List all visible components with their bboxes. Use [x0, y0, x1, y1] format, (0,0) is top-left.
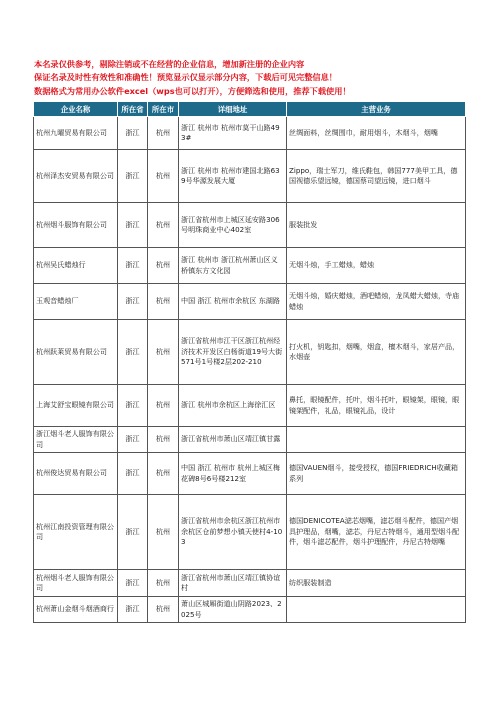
- company-name-cell: 玉观音蜡烛厂: [34, 284, 118, 320]
- province-cell: 浙江: [118, 427, 148, 453]
- city-cell: 杭州: [148, 203, 179, 248]
- business-cell: [287, 597, 466, 623]
- table-row: [34, 203, 466, 248]
- city-cell: 杭州: [148, 495, 179, 570]
- province-cell: 浙江: [118, 284, 148, 320]
- province-cell: 浙江: [118, 597, 148, 623]
- city-cell: 杭州: [148, 284, 179, 320]
- notice-line: 数据格式为常用办公软件excel（wps也可以打开），方便筛选和使用，推荐下载使用！: [34, 85, 351, 96]
- city-cell: 杭州: [148, 117, 179, 150]
- city-cell: 杭州: [148, 320, 179, 385]
- city-cell: 杭州: [148, 427, 179, 453]
- address-cell: 萧山区城厢街道山阴路2023、2025号: [179, 597, 287, 623]
- city-cell: 杭州: [148, 150, 179, 203]
- company-name-cell: 杭州九曜贸易有限公司: [34, 117, 118, 150]
- company-name-cell: 杭州烟斗服饰有限公司: [34, 203, 118, 248]
- address-cell: 浙江 杭州市 浙江杭州萧山区义桥镇东方文化园: [179, 248, 287, 284]
- company-name-cell: 杭州俊达贸易有限公司: [34, 453, 118, 495]
- header-city: 所在市: [148, 102, 179, 117]
- header-business: 主营业务: [287, 102, 466, 117]
- notice-line: 保证名录及时性有效性和准确性！预览显示仅显示部分内容，下载后可见完整信息！: [34, 72, 337, 83]
- city-cell: 杭州: [148, 453, 179, 495]
- header-province: 所在省: [118, 102, 148, 117]
- address-cell: 浙江省杭州市余杭区浙江杭州市余杭区仓前梦想小镇天使村4-103: [179, 495, 287, 570]
- table-row: [34, 427, 466, 453]
- province-cell: 浙江: [118, 248, 148, 284]
- table-row: [34, 150, 466, 203]
- city-cell: 杭州: [148, 597, 179, 623]
- business-cell: 德国DENICOTEA滤芯烟嘴，滤芯烟斗配件，德国产烟具护理品，烟嘴，滤芯，丹尼古特烟斗，通用型烟斗配件，烟斗滤芯配件，烟斗护理配件，丹尼古特烟嘴: [287, 495, 466, 570]
- province-cell: 浙江: [118, 570, 148, 597]
- business-cell: [287, 427, 466, 453]
- company-name-cell: 杭州烟斗老人服饰有限公司: [34, 570, 118, 597]
- business-cell: 纺织服装制造: [287, 570, 466, 597]
- company-name-cell: 杭州跃莱贸易有限公司: [34, 320, 118, 385]
- business-cell: 服装批发: [287, 203, 466, 248]
- province-cell: 浙江: [118, 453, 148, 495]
- business-cell: 打火机，钥匙扣，烟嘴，烟盒，檀木烟斗，家居产品，水烟壶: [287, 320, 466, 385]
- address-cell: 浙江省杭州市上城区延安路306号明珠商业中心402室: [179, 203, 287, 248]
- table-row: [34, 597, 466, 623]
- province-cell: 浙江: [118, 117, 148, 150]
- city-cell: 杭州: [148, 570, 179, 597]
- business-cell: 德国VAUEN烟斗，接受授权，德国FRIEDRICH收藏箱系列: [287, 453, 466, 495]
- company-name-cell: 上海艾舒宝眼镜有限公司: [34, 385, 118, 427]
- address-cell: 浙江省杭州市萧山区靖江镇协谊村: [179, 570, 287, 597]
- province-cell: 浙江: [118, 203, 148, 248]
- business-cell: 无烟斗烛，手工蜡烛，蜡烛: [287, 248, 466, 284]
- city-cell: 杭州: [148, 248, 179, 284]
- address-cell: 浙江 杭州市 杭州市莫干山路493#: [179, 117, 287, 150]
- table-row: [34, 570, 466, 597]
- company-name-cell: 杭州江南投资管理有限公司: [34, 495, 118, 570]
- address-cell: 浙江省杭州市江干区浙江杭州经济技术开发区白杨街道19号大街571号1号楼2层202-210: [179, 320, 287, 385]
- table-row: [34, 453, 466, 495]
- company-name-cell: 浙江烟斗老人服饰有限公司: [34, 427, 118, 453]
- notice-banner: [0, 58, 496, 98]
- address-cell: 中国 浙江 杭州市余杭区 东湖路: [179, 284, 287, 320]
- notice-line: 本名录仅供参考，剔除注销或不在经营的企业信息，增加新注册的企业内容: [34, 59, 305, 69]
- city-cell: 杭州: [148, 385, 179, 427]
- address-cell: 浙江 杭州市余杭区上海徐汇区: [179, 385, 287, 427]
- address-cell: 浙江 杭州市 杭州市建国北路639号华源发展大厦: [179, 150, 287, 203]
- address-cell: 中国 浙江 杭州市 杭州上城区梅花碑8号6号楼212室: [179, 453, 287, 495]
- table-row: [34, 385, 466, 427]
- business-cell: 丝绸面料，丝绸围巾，耐用烟斗，木烟斗，烟嘴: [287, 117, 466, 150]
- table-row: [34, 495, 466, 570]
- company-table: [33, 101, 466, 623]
- company-name-cell: 杭州萧山金烟斗烟酒商行: [34, 597, 118, 623]
- header-company-name: 企业名称: [34, 102, 118, 117]
- business-cell: Zippo，瑞士军刀，维氏鞋包，韩国777美甲工具，德国视德乐望远镜，德国蔡司望远镜，进口烟斗: [287, 150, 466, 203]
- table-row: [34, 320, 466, 385]
- company-name-cell: 杭州泽杰安贸易有限公司: [34, 150, 118, 203]
- province-cell: 浙江: [118, 495, 148, 570]
- province-cell: 浙江: [118, 320, 148, 385]
- header-address: 详细地址: [179, 102, 287, 117]
- province-cell: 浙江: [118, 150, 148, 203]
- province-cell: 浙江: [118, 385, 148, 427]
- business-cell: 鼻托，眼镜配件，托叶，烟斗托叶，眼镜架，眼镜，眼镜架配件，礼品，眼镜礼品，设计: [287, 385, 466, 427]
- table-row: [34, 248, 466, 284]
- table-header-row: [34, 102, 466, 117]
- table-row: [34, 284, 466, 320]
- company-name-cell: 杭州吴氏蜡烛行: [34, 248, 118, 284]
- business-cell: 无烟斗烛，婚庆蜡烛，酒吧蜡烛，龙凤蜡大蜡烛，寺庙蜡烛: [287, 284, 466, 320]
- address-cell: 浙江省杭州市萧山区靖江镇甘露: [179, 427, 287, 453]
- table-row: [34, 117, 466, 150]
